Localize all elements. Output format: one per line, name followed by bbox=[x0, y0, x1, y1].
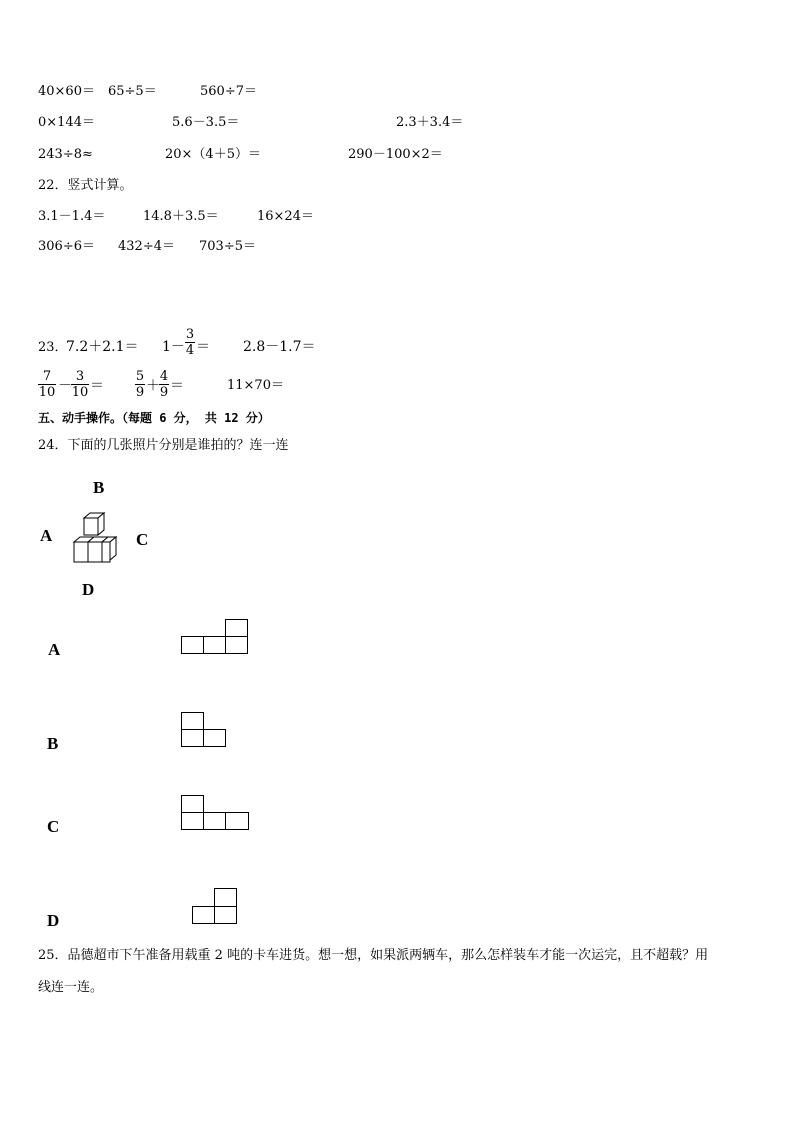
q22-item: 3.1－1.4＝ bbox=[38, 209, 106, 224]
photo-view-a bbox=[181, 618, 249, 655]
oral-item: 20×（4＋5）＝ bbox=[165, 147, 261, 162]
fraction bbox=[71, 370, 89, 399]
operator: － bbox=[58, 378, 72, 394]
fraction bbox=[185, 328, 195, 357]
q23-item-prefix: 1－ bbox=[162, 339, 185, 355]
denominator: 10 bbox=[38, 385, 56, 400]
position-label-bottom: D bbox=[82, 580, 95, 599]
photo-label: C bbox=[47, 817, 60, 836]
question-24-title: 24．下面的几张照片分别是谁拍的？连一连 bbox=[38, 438, 289, 453]
position-label-top: B bbox=[93, 478, 105, 497]
numerator: 4 bbox=[159, 369, 169, 384]
q22-item: 16×24＝ bbox=[257, 209, 314, 224]
q22-item: 14.8＋3.5＝ bbox=[143, 209, 219, 224]
oral-item: 243÷8≈ bbox=[38, 147, 93, 162]
q22-item: 306÷6＝ bbox=[38, 239, 95, 254]
q23-item: 11×70＝ bbox=[227, 378, 284, 393]
position-label-left: A bbox=[40, 526, 53, 545]
denominator: 9 bbox=[159, 385, 169, 400]
operator: ＋ bbox=[146, 378, 160, 394]
oral-item: 5.6－3.5＝ bbox=[172, 115, 240, 130]
oral-item: 560÷7＝ bbox=[200, 84, 257, 99]
question-25-line1: 25．品德超市下午准备用载重 2 吨的卡车进货。想一想，如果派两辆车，那么怎样装车才能一次运完，且不超载？用 bbox=[38, 948, 709, 963]
fraction bbox=[38, 370, 56, 399]
position-label-right: C bbox=[136, 530, 149, 549]
oral-item: 0×144＝ bbox=[38, 115, 95, 130]
fraction bbox=[135, 370, 145, 399]
numerator: 3 bbox=[185, 327, 195, 342]
q23-item-suffix: ＝ bbox=[90, 378, 104, 394]
photo-view-d bbox=[192, 887, 238, 925]
q23-item-suffix: ＝ bbox=[196, 339, 210, 355]
denominator: 10 bbox=[71, 385, 89, 400]
photo-label: B bbox=[47, 734, 59, 753]
photo-view-b bbox=[181, 711, 227, 748]
question-23-number: 23． bbox=[38, 340, 68, 355]
denominator: 4 bbox=[185, 343, 195, 358]
photo-label: A bbox=[48, 640, 61, 659]
oral-item: 2.3＋3.4＝ bbox=[396, 115, 464, 130]
photo-view-c bbox=[181, 794, 250, 831]
question-22-title: 22．竖式计算。 bbox=[38, 178, 133, 193]
numerator: 7 bbox=[42, 369, 52, 384]
q23-item: 7.2＋2.1＝ bbox=[66, 339, 139, 355]
q22-item: 432÷4＝ bbox=[118, 239, 175, 254]
oral-item: 290－100×2＝ bbox=[348, 147, 443, 162]
photo-label: D bbox=[47, 911, 60, 930]
numerator: 3 bbox=[75, 369, 85, 384]
section-5-title: 五、动手操作。（每题 6 分， 共 12 分） bbox=[38, 411, 270, 425]
q23-item: 2.8－1.7＝ bbox=[243, 339, 316, 355]
oral-item: 40×60＝ bbox=[38, 84, 95, 99]
fraction bbox=[159, 370, 169, 399]
cube-stack-figure bbox=[70, 510, 120, 566]
denominator: 9 bbox=[135, 385, 145, 400]
oral-item: 65÷5＝ bbox=[108, 84, 157, 99]
question-25-line2: 线连一连。 bbox=[38, 980, 104, 995]
q22-item: 703÷5＝ bbox=[199, 239, 256, 254]
q23-item-suffix: ＝ bbox=[170, 378, 184, 394]
numerator: 5 bbox=[135, 369, 145, 384]
